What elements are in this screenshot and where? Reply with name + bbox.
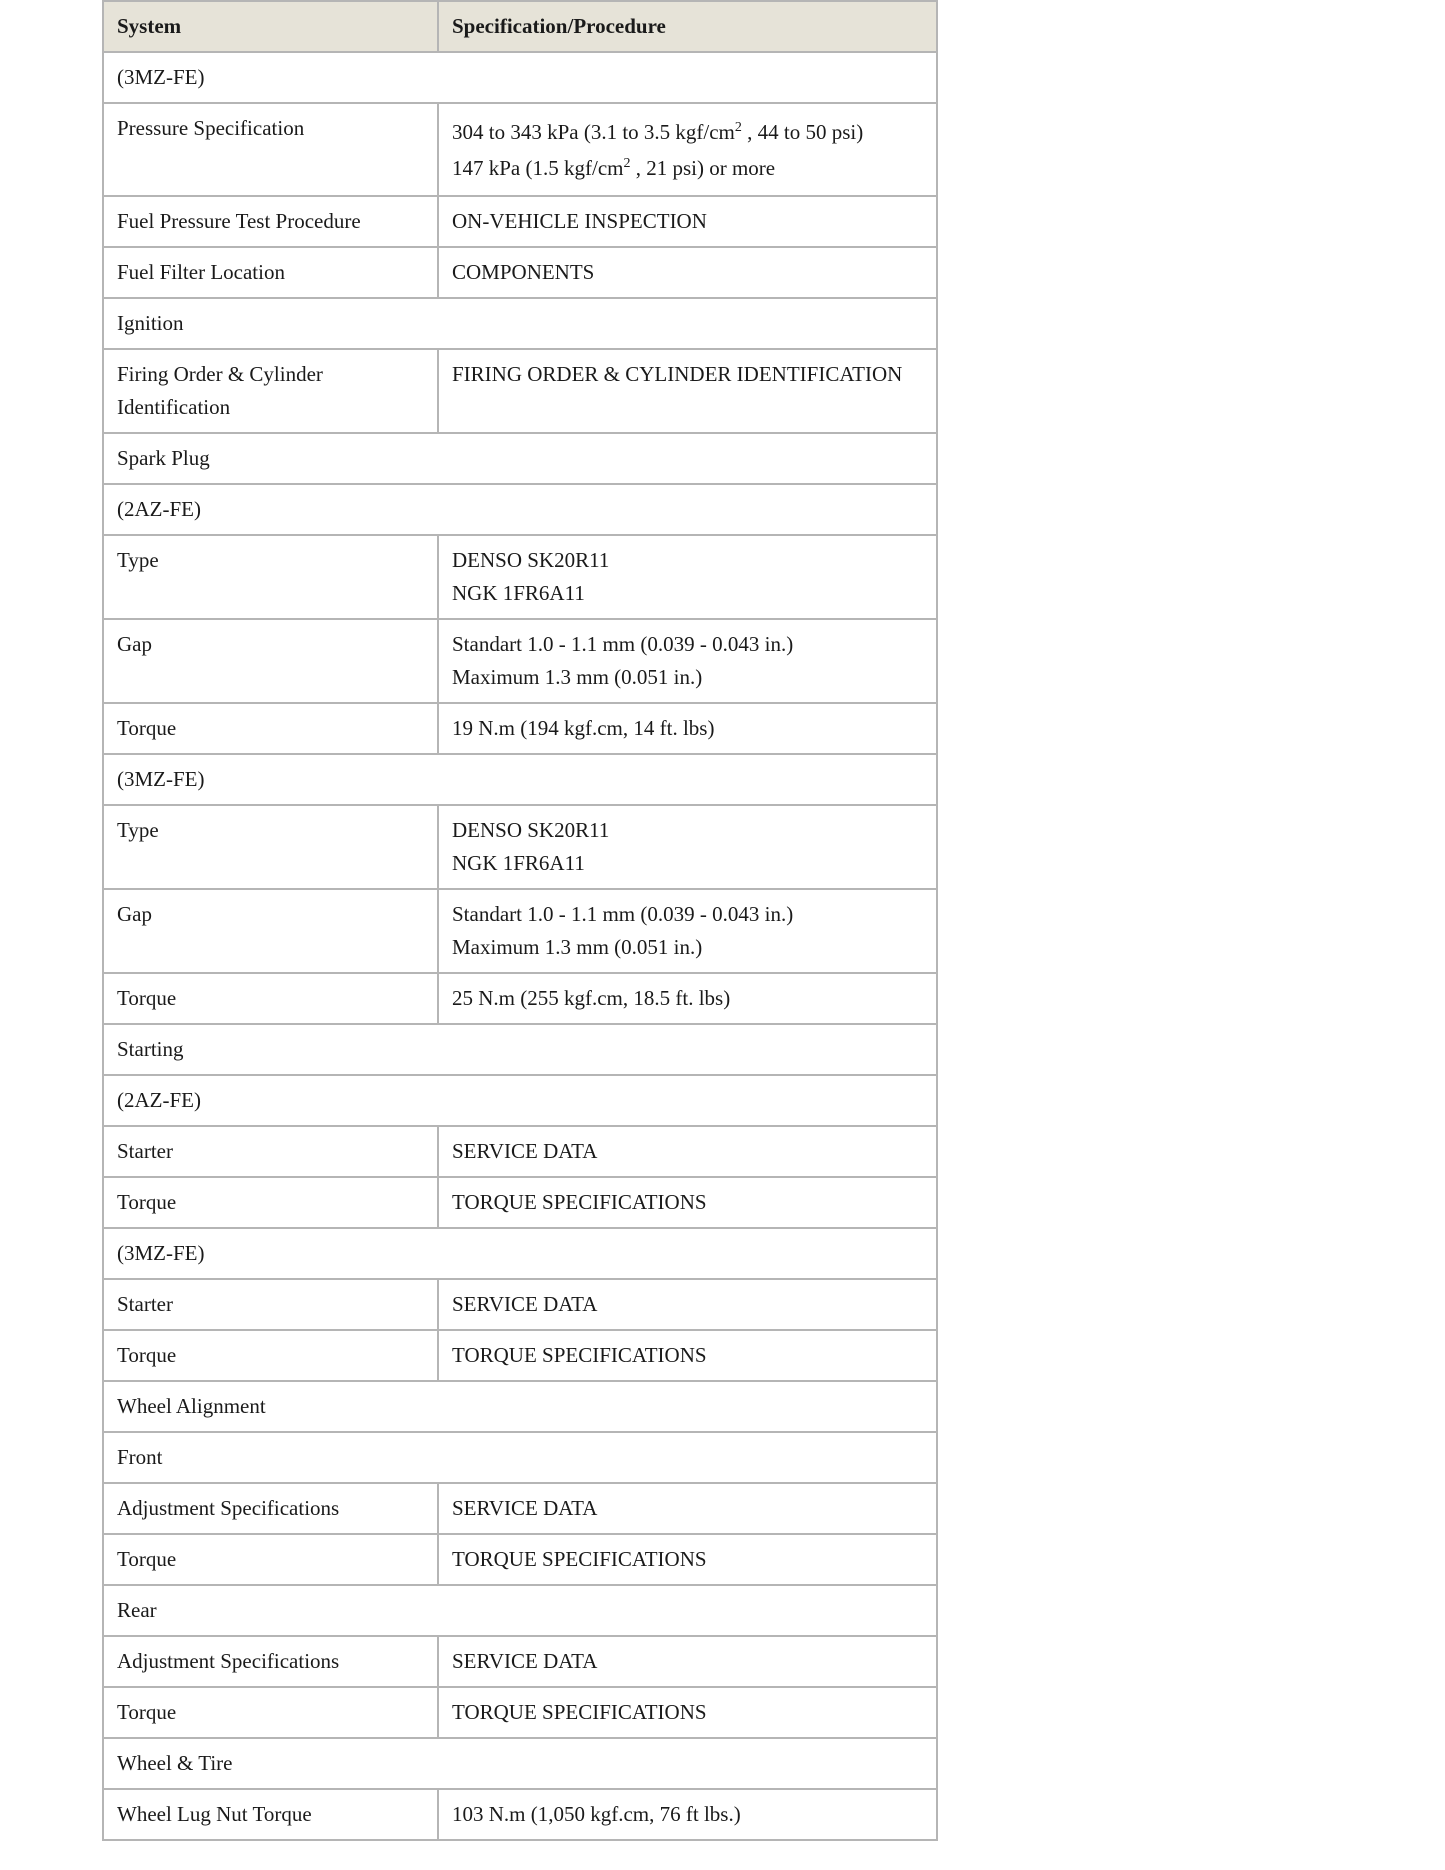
value-line: Standart 1.0 - 1.1 mm (0.039 - 0.043 in.) bbox=[452, 902, 794, 926]
row-value-link[interactable]: TORQUE SPECIFICATIONS bbox=[438, 1534, 937, 1585]
header-system: System bbox=[103, 1, 438, 52]
row-label: Firing Order & Cylinder Identification bbox=[103, 349, 438, 433]
table-row bbox=[103, 1177, 937, 1228]
pressure-line-2 bbox=[452, 152, 923, 185]
specification-table bbox=[102, 0, 938, 1841]
row-label: Pressure Specification bbox=[103, 103, 438, 196]
table-row bbox=[103, 1381, 937, 1432]
row-label: Adjustment Specifications bbox=[103, 1483, 438, 1534]
table-row bbox=[103, 433, 937, 484]
row-label: Torque bbox=[103, 1330, 438, 1381]
row-label: Starter bbox=[103, 1126, 438, 1177]
table-row bbox=[103, 1432, 937, 1483]
row-value bbox=[438, 889, 937, 973]
row-label: Torque bbox=[103, 1534, 438, 1585]
row-value-link[interactable]: SERVICE DATA bbox=[438, 1126, 937, 1177]
table-row bbox=[103, 973, 937, 1024]
section-rear: Rear bbox=[103, 1585, 937, 1636]
row-label: Fuel Filter Location bbox=[103, 247, 438, 298]
row-label: Adjustment Specifications bbox=[103, 1636, 438, 1687]
table-row bbox=[103, 298, 937, 349]
pressure-text: 147 kPa (1.5 kgf/cm bbox=[452, 156, 624, 180]
table-row bbox=[103, 1024, 937, 1075]
value-line: NGK 1FR6A11 bbox=[452, 851, 585, 875]
table-row bbox=[103, 103, 937, 196]
row-label: Wheel Lug Nut Torque bbox=[103, 1789, 438, 1840]
row-label: Torque bbox=[103, 703, 438, 754]
row-label: Type bbox=[103, 805, 438, 889]
table-row bbox=[103, 1636, 937, 1687]
table-row bbox=[103, 1687, 937, 1738]
value-line: Maximum 1.3 mm (0.051 in.) bbox=[452, 665, 703, 689]
row-label: Type bbox=[103, 535, 438, 619]
table-row bbox=[103, 1330, 937, 1381]
row-label: Torque bbox=[103, 1687, 438, 1738]
row-value: 19 N.m (194 kgf.cm, 14 ft. lbs) bbox=[438, 703, 937, 754]
value-line: Standart 1.0 - 1.1 mm (0.039 - 0.043 in.) bbox=[452, 632, 794, 656]
row-value bbox=[438, 103, 937, 196]
section-3mz-fe: (3MZ-FE) bbox=[103, 754, 937, 805]
row-label: Torque bbox=[103, 1177, 438, 1228]
row-value: 25 N.m (255 kgf.cm, 18.5 ft. lbs) bbox=[438, 973, 937, 1024]
section-2az-fe: (2AZ-FE) bbox=[103, 484, 937, 535]
section-3mz-fe: (3MZ-FE) bbox=[103, 52, 937, 103]
value-line: DENSO SK20R11 bbox=[452, 818, 610, 842]
table-row bbox=[103, 754, 937, 805]
pressure-text: , 44 to 50 psi) bbox=[741, 120, 864, 144]
table-row bbox=[103, 1534, 937, 1585]
table-row bbox=[103, 703, 937, 754]
row-value-link[interactable]: SERVICE DATA bbox=[438, 1483, 937, 1534]
table-row bbox=[103, 1126, 937, 1177]
row-value-link[interactable]: TORQUE SPECIFICATIONS bbox=[438, 1177, 937, 1228]
row-label: Fuel Pressure Test Procedure bbox=[103, 196, 438, 247]
table-row bbox=[103, 1228, 937, 1279]
table-row bbox=[103, 1738, 937, 1789]
table-row bbox=[103, 196, 937, 247]
table-row bbox=[103, 1585, 937, 1636]
value-line: Maximum 1.3 mm (0.051 in.) bbox=[452, 935, 703, 959]
row-value-link[interactable]: COMPONENTS bbox=[438, 247, 937, 298]
section-2az-fe: (2AZ-FE) bbox=[103, 1075, 937, 1126]
table-row bbox=[103, 349, 937, 433]
table-row bbox=[103, 1789, 937, 1840]
pressure-text: , 21 psi) or more bbox=[630, 156, 776, 180]
table-row bbox=[103, 1075, 937, 1126]
section-ignition: Ignition bbox=[103, 298, 937, 349]
pressure-line-1 bbox=[452, 116, 923, 149]
row-value bbox=[438, 619, 937, 703]
row-label: Gap bbox=[103, 619, 438, 703]
section-front: Front bbox=[103, 1432, 937, 1483]
row-value-link[interactable]: FIRING ORDER & CYLINDER IDENTIFICATION bbox=[438, 349, 937, 433]
table-row bbox=[103, 619, 937, 703]
section-starting: Starting bbox=[103, 1024, 937, 1075]
table-row bbox=[103, 805, 937, 889]
pressure-text: 304 to 343 kPa (3.1 to 3.5 kgf/cm bbox=[452, 120, 735, 144]
table-row bbox=[103, 1483, 937, 1534]
value-line: NGK 1FR6A11 bbox=[452, 581, 585, 605]
row-value bbox=[438, 535, 937, 619]
table-row bbox=[103, 52, 937, 103]
row-value-link[interactable]: SERVICE DATA bbox=[438, 1636, 937, 1687]
section-spark-plug: Spark Plug bbox=[103, 433, 937, 484]
table-row bbox=[103, 484, 937, 535]
section-wheel-alignment: Wheel Alignment bbox=[103, 1381, 937, 1432]
table-row bbox=[103, 247, 937, 298]
row-label: Gap bbox=[103, 889, 438, 973]
row-value: 103 N.m (1,050 kgf.cm, 76 ft lbs.) bbox=[438, 1789, 937, 1840]
row-value-link[interactable]: ON-VEHICLE INSPECTION bbox=[438, 196, 937, 247]
section-wheel-tire: Wheel & Tire bbox=[103, 1738, 937, 1789]
header-specification: Specification/Procedure bbox=[438, 1, 937, 52]
table-row bbox=[103, 535, 937, 619]
value-line: DENSO SK20R11 bbox=[452, 548, 610, 572]
row-label: Torque bbox=[103, 973, 438, 1024]
table-row bbox=[103, 889, 937, 973]
row-label: Starter bbox=[103, 1279, 438, 1330]
row-value bbox=[438, 805, 937, 889]
row-value-link[interactable]: TORQUE SPECIFICATIONS bbox=[438, 1330, 937, 1381]
superscript: 2 bbox=[734, 120, 742, 135]
superscript: 2 bbox=[623, 156, 631, 171]
table-header-row bbox=[103, 1, 937, 52]
section-3mz-fe: (3MZ-FE) bbox=[103, 1228, 937, 1279]
table-row bbox=[103, 1279, 937, 1330]
row-value-link[interactable]: TORQUE SPECIFICATIONS bbox=[438, 1687, 937, 1738]
row-value-link[interactable]: SERVICE DATA bbox=[438, 1279, 937, 1330]
